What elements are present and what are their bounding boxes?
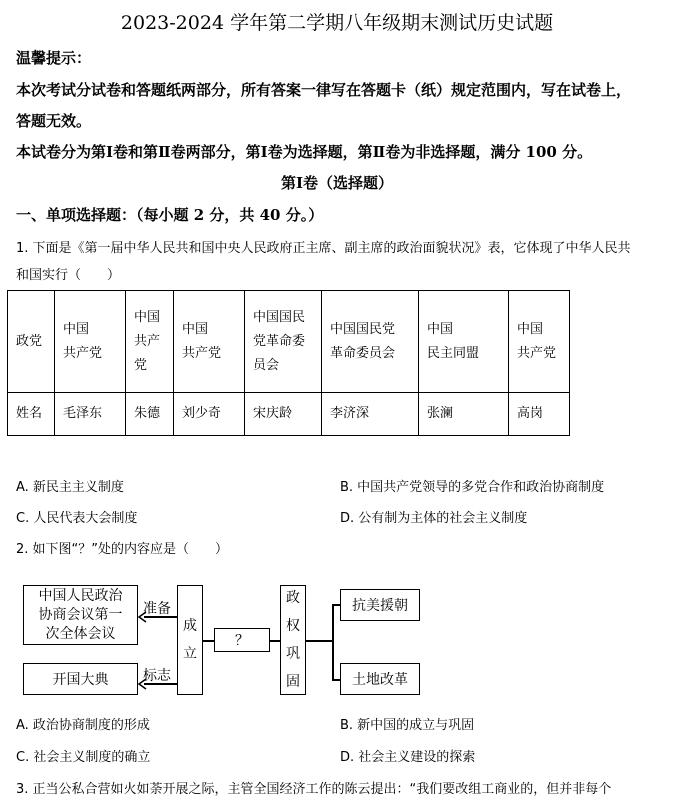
table-cell-party: 中国 共产党 [509, 291, 570, 393]
q2-option-b[interactable]: B. 新中国的成立与巩固 [340, 718, 475, 733]
question-box: ？ [214, 628, 270, 652]
table-row-party [8, 291, 570, 393]
connector-line [332, 679, 340, 681]
q2-option-d[interactable]: D. 社会主义建设的探索 [340, 750, 476, 765]
connector-line [270, 640, 280, 642]
label-symbol: 标志 [143, 668, 171, 684]
connector-line [306, 640, 332, 642]
section-title: 第Ⅰ卷（选择题） [280, 174, 394, 192]
cppcc-box: 中国人民政治 协商会议第一 次全体会议 [23, 585, 138, 645]
connector-line [203, 640, 214, 642]
q1-option-d[interactable]: D. 公有制为主体的社会主义制度 [340, 511, 528, 526]
connector-line [332, 604, 340, 606]
q2-option-a[interactable]: A. 政治协商制度的形成 [16, 718, 150, 733]
table-header-party: 政党 [8, 291, 55, 393]
ceremony-box: 开国大典 [23, 663, 138, 695]
q1-table [7, 290, 570, 436]
notice-line-1: 本次考试分试卷和答题纸两部分，所有答案一律写在答题卡（纸）规定范围内，写在试卷上， [16, 81, 632, 99]
found-box: 成 立 [177, 585, 203, 695]
consolidate-box: 政 权 巩 固 [280, 585, 306, 695]
table-cell-name: 张澜 [419, 393, 509, 436]
table-row-name [8, 393, 570, 436]
table-cell-party: 中国 共产 党 [126, 291, 174, 393]
table-cell-party: 中国国民 党革命委 员会 [245, 291, 322, 393]
table-cell-name: 朱德 [126, 393, 174, 436]
connector-line [332, 604, 334, 680]
q2-stem: 2. 如下图“？”处的内容应是（ ） [16, 542, 229, 557]
table-cell-name: 毛泽东 [55, 393, 126, 436]
table-cell-name: 李济深 [322, 393, 419, 436]
land-reform-box: 土地改革 [340, 663, 420, 695]
table-header-name: 姓名 [8, 393, 55, 436]
table-cell-party: 中国国民党 革命委员会 [322, 291, 419, 393]
label-prepare: 准备 [143, 601, 171, 617]
table-cell-name: 刘少奇 [174, 393, 245, 436]
table-cell-party: 中国 民主同盟 [419, 291, 509, 393]
q1-option-c[interactable]: C. 人民代表大会制度 [16, 511, 138, 526]
table-cell-party: 中国 共产党 [174, 291, 245, 393]
table-cell-party: 中国 共产党 [55, 291, 126, 393]
notice-heading: 温馨提示： [16, 49, 92, 67]
part-title: 一、单项选择题：（每小题 2 分，共 40 分。） [16, 206, 324, 224]
q3-stem: 3. 正当公私合营如火如荼开展之际，主管全国经济工作的陈云提出：“我们要改组工商业的，但并非每个 [16, 782, 612, 797]
table-cell-name: 宋庆龄 [245, 393, 322, 436]
notice-line-3: 本试卷分为第Ⅰ卷和第Ⅱ卷两部分，第Ⅰ卷为选择题，第Ⅱ卷为非选择题，满分 100 分。 [16, 143, 593, 161]
q1-stem-line-2: 和国实行（ ） [16, 268, 121, 283]
table-cell-name: 高岗 [509, 393, 570, 436]
q2-option-c[interactable]: C. 社会主义制度的确立 [16, 750, 151, 765]
q1-stem-line-1: 1. 下面是《第一届中华人民共和国中央人民政府正主席、副主席的政治面貌状况》表，它体现了中华人民共 [16, 241, 631, 256]
page-title: 2023-2024 学年第二学期八年级期末测试历史试题 [120, 12, 554, 34]
q1-option-a[interactable]: A. 新民主主义制度 [16, 480, 124, 495]
notice-line-2: 答题无效。 [16, 112, 92, 130]
q1-option-b[interactable]: B. 中国共产党领导的多党合作和政治协商制度 [340, 480, 605, 495]
korea-box: 抗美援朝 [340, 589, 420, 621]
